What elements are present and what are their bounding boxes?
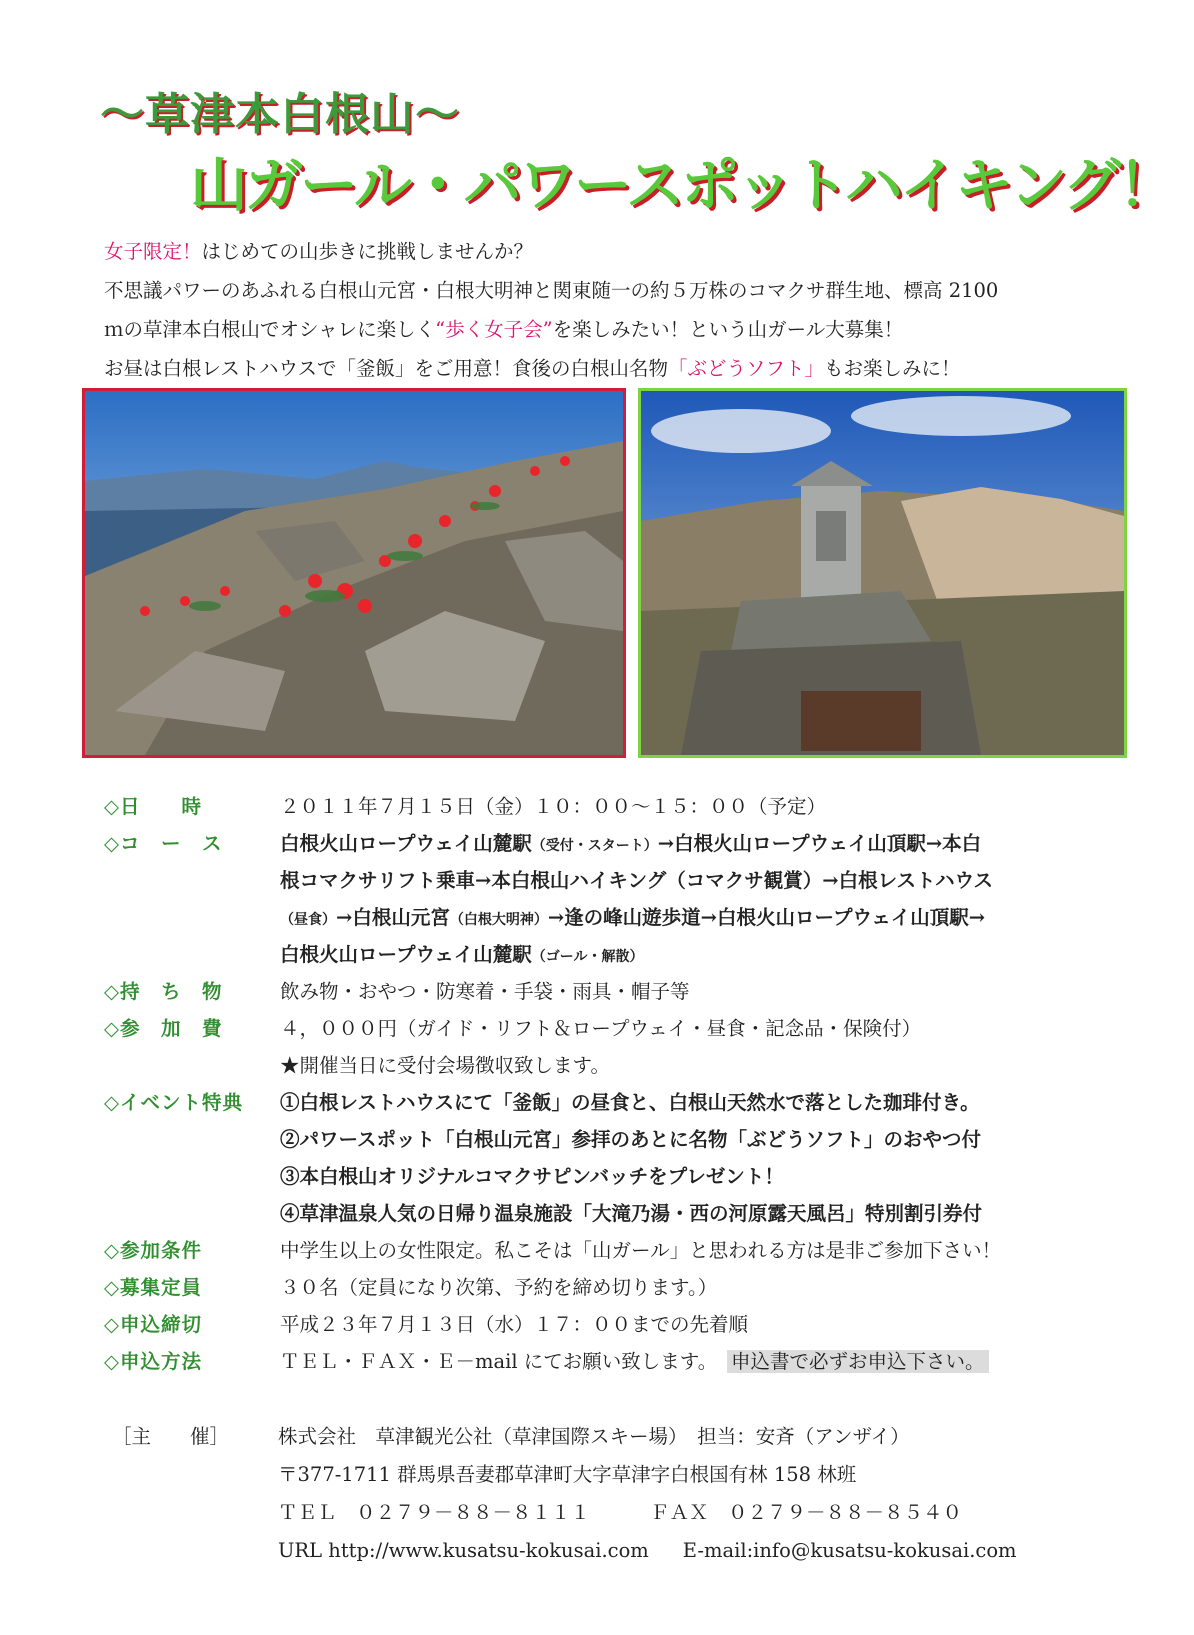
course-note: （受付・スタート） [531, 838, 658, 854]
detail-perks [104, 1084, 1154, 1232]
fee-note: ★開催当日に受付会場徴収致します。 [280, 1054, 610, 1077]
organizer-tel: ＴＥＬ ０２７９－８８－８１１１ [278, 1501, 591, 1524]
method-label: ◇申込方法 [104, 1350, 202, 1373]
intro-text [104, 232, 1104, 388]
course-text: →逢の峰山遊歩道→白根火山ロープウェイ山頂駅→ [547, 906, 986, 929]
perks-label: ◇イベント特典 [104, 1091, 243, 1114]
course-text: 根コマクサリフト乗車→本白根山ハイキング（コマクサ観賞）→白根レストハウス [280, 869, 994, 892]
course-label: ◇コ ー ス [104, 832, 223, 855]
detail-items [104, 973, 1154, 1010]
method-value: ＴＥＬ・ＦＡＸ・Ｅ－mail にてお願い致します。 [280, 1350, 708, 1373]
fee-label: ◇参 加 費 [104, 1017, 223, 1040]
organizer-fax: ＦＡＸ ０２７９－８８－８５４０ [650, 1501, 963, 1524]
event-subtitle: 〜草津本白根山〜 [100, 89, 460, 140]
women-only-label: 女子限定！ [104, 240, 202, 263]
intro-line-3a: ｍの草津本白根山でオシャレに楽しく [104, 318, 436, 341]
course-value [280, 825, 1154, 973]
detail-deadline [104, 1306, 1154, 1343]
intro-line-1: はじめての山歩きに挑戦しませんか？ [201, 240, 534, 263]
shrine-photo [638, 388, 1127, 758]
course-text: →白根山元宮 [336, 906, 450, 929]
perk-item: ③本白根山オリジナルコマクサピンバッチをプレゼント！ [280, 1165, 784, 1188]
intro-line-4b: もお楽しみに！ [823, 357, 961, 380]
datetime-label: ◇日 時 [104, 795, 202, 818]
detail-capacity [104, 1269, 1154, 1306]
course-note: （昼食） [280, 912, 336, 928]
intro-line-2: 不思議パワーのあふれる白根山元宮・白根大明神と関東随一の約５万株のコマクサ群生地、標高 2100 [104, 279, 999, 302]
organizer-address: 〒377-1711 群馬県吾妻郡草津町大字草津字白根国有林 158 林班 [278, 1463, 857, 1486]
walking-girls-party-label: “歩く女子会” [435, 318, 553, 341]
course-note: （ゴール・解散） [531, 949, 644, 965]
deadline-value: 平成２３年７月１３日（水）１７：００までの先着順 [280, 1313, 749, 1336]
course-note: （白根大明神） [449, 912, 548, 928]
organizer-label: ［主 催］ [112, 1425, 230, 1448]
grape-soft-label: 「ぶどうソフト」 [667, 357, 824, 380]
perk-item: ④草津温泉人気の日帰り温泉施設「大滝乃湯・西の河原露天風呂」特別割引券付 [280, 1202, 983, 1225]
datetime-value: ２０１１年７月１５日（金）１０：００〜１５：００（予定） [280, 795, 827, 818]
conditions-value: 中学生以上の女性限定。私こそは「山ガール」と思われる方は是非ご参加下さい！ [280, 1239, 1002, 1262]
detail-conditions [104, 1232, 1154, 1269]
flower-mountain-photo [82, 388, 626, 758]
organizer-url[interactable]: URL http://www.kusatsu-kokusai.com [278, 1539, 649, 1562]
capacity-label: ◇募集定員 [104, 1276, 202, 1299]
course-text: →白根火山ロープウェイ山頂駅→本白 [657, 832, 982, 855]
course-text: 白根火山ロープウェイ山麓駅 [280, 943, 532, 966]
perk-item: ①白根レストハウスにて「釜飯」の昼食と、白根山天然水で落とした珈琲付き。 [280, 1091, 980, 1114]
course-text: 白根火山ロープウェイ山麓駅 [280, 832, 532, 855]
fee-value: ４，０００円（ガイド・リフト＆ロープウェイ・昼食・記念品・保険付） [280, 1017, 922, 1040]
application-form-note: 申込書で必ずお申込下さい。 [727, 1350, 989, 1373]
items-value: 飲み物・おやつ・防寒着・手袋・雨具・帽子等 [280, 980, 690, 1003]
detail-datetime [104, 788, 1154, 825]
intro-line-4a: お昼は白根レストハウスで「釜飯」をご用意！食後の白根山名物 [104, 357, 668, 380]
items-label: ◇持 ち 物 [104, 980, 223, 1003]
perk-item: ②パワースポット「白根山元宮」参拝のあとに名物「ぶどうソフト」のおやつ付 [280, 1128, 982, 1151]
organizer-company: 株式会社 草津観光公社（草津国際スキー場） 担当：安斉（アンザイ） [278, 1425, 910, 1448]
detail-method [104, 1343, 1154, 1380]
organizer-email[interactable]: E-mail:info@kusatsu-kokusai.com [682, 1539, 1017, 1562]
detail-course [104, 825, 1154, 973]
capacity-value: ３０名（定員になり次第、予約を締め切ります。） [280, 1276, 718, 1299]
event-details [104, 788, 1154, 1380]
deadline-label: ◇申込締切 [104, 1313, 202, 1336]
organizer-info [112, 1418, 1162, 1570]
conditions-label: ◇参加条件 [104, 1239, 202, 1262]
intro-line-3b: を楽しみたい！という山ガール大募集！ [552, 318, 904, 341]
event-title: 山ガール・パワースポットハイキング！ [190, 151, 1174, 219]
detail-fee [104, 1010, 1154, 1084]
